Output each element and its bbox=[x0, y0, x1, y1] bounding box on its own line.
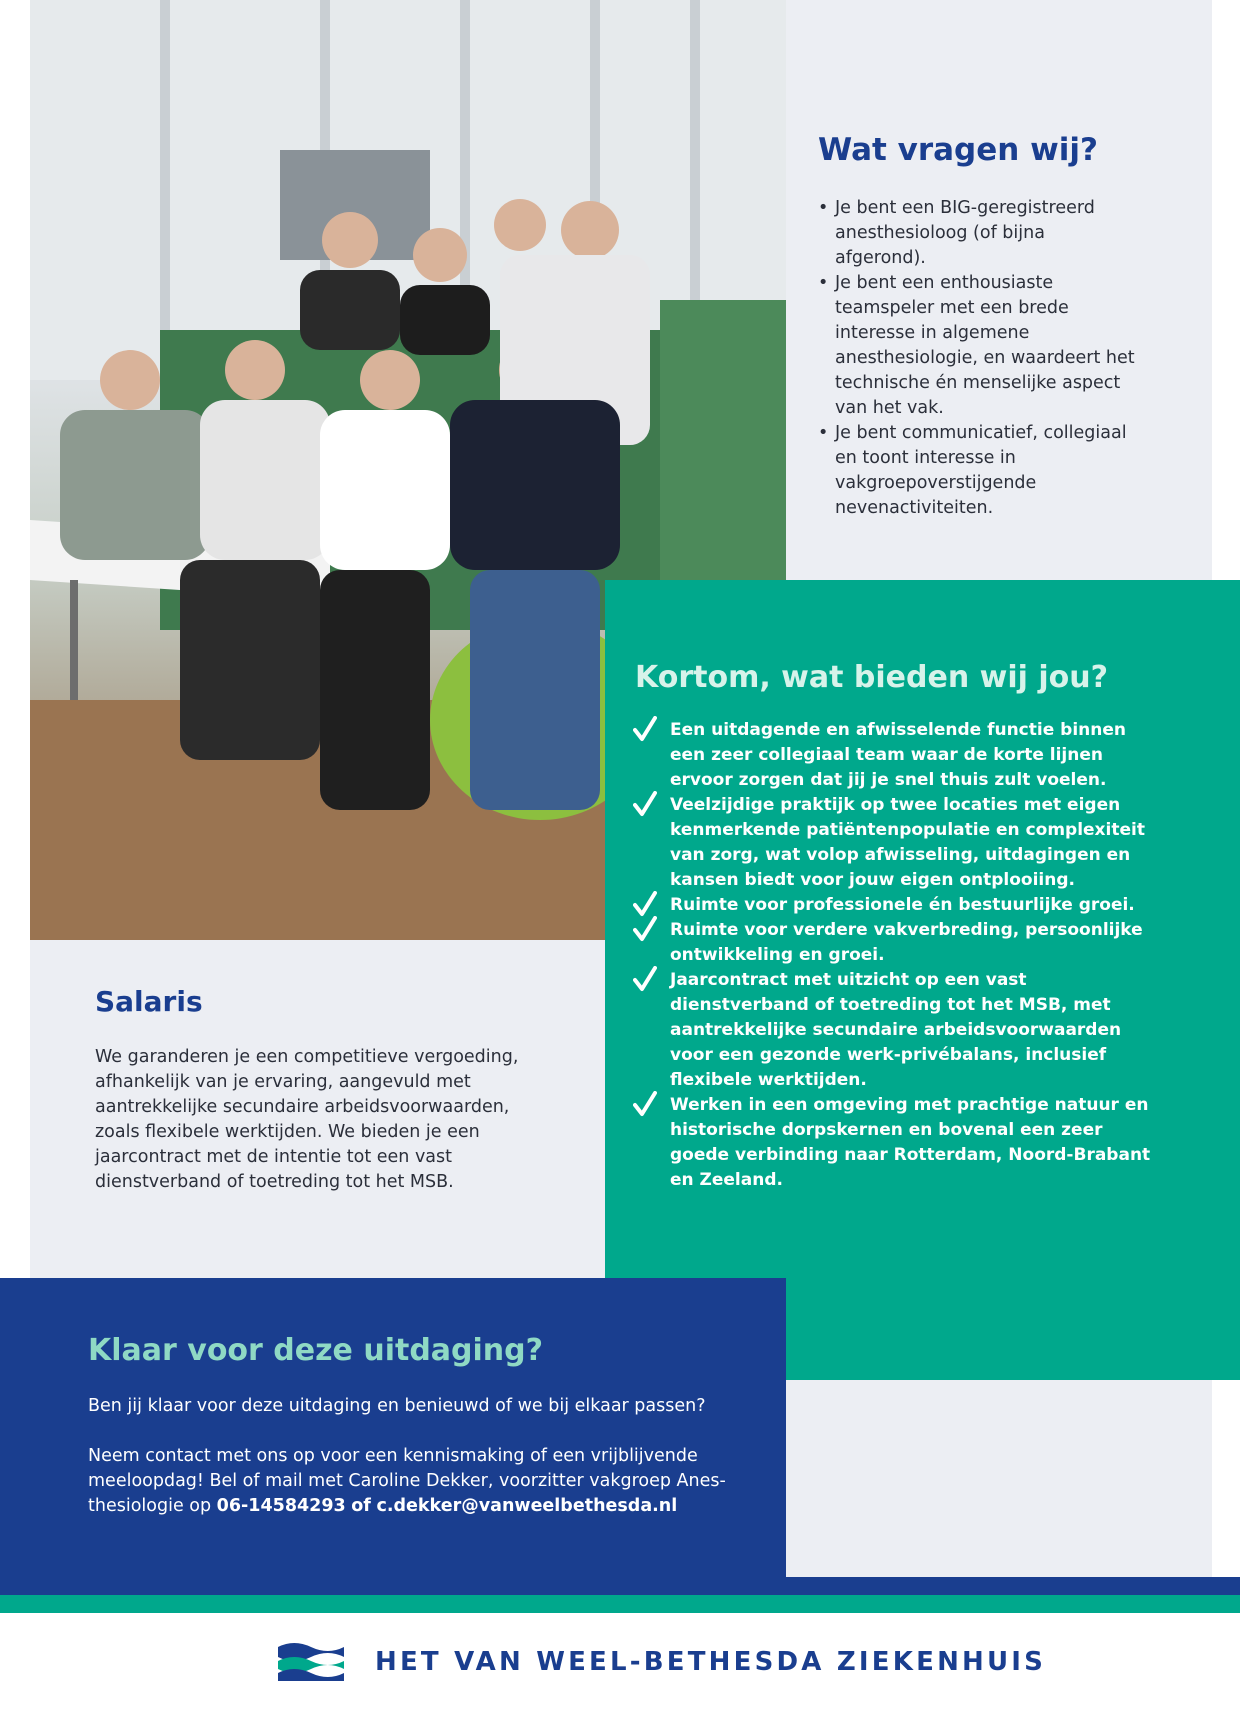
requirements-title: Wat vragen wij? bbox=[818, 132, 1098, 168]
list-item bbox=[633, 718, 1153, 793]
checkmark-icon bbox=[633, 716, 657, 742]
decorative-panel bbox=[786, 1380, 1212, 1577]
offer-list bbox=[633, 718, 1153, 1193]
requirements-list bbox=[818, 196, 1138, 521]
offer-item-text: Ruimte voor professionele én bestuurlijke groei. bbox=[670, 895, 1135, 915]
list-item bbox=[633, 968, 1153, 1093]
offer-title: Kortom, wat bieden wij jou? bbox=[635, 660, 1109, 695]
salary-title: Salaris bbox=[95, 985, 203, 1018]
offer-item-text: Veelzijdige praktijk op twee locaties met eigen kenmerkende patiëntenpopulatie en complexiteit van zorg, wat volop afwisseling, uitdagingen en kansen biedt voor jouw eigen ontplooiing. bbox=[670, 795, 1145, 890]
offer-item-text: Ruimte voor verdere vakverbreding, persoonlijke ontwikkeling en groei. bbox=[670, 920, 1143, 965]
checkmark-icon bbox=[633, 1091, 657, 1117]
list-item: • Je bent communicatief, collegiaal en toont interesse in vakgroepoverstijgende nevenactiviteiten. bbox=[818, 421, 1138, 521]
list-item: • Je bent een enthousiaste teamspeler met een brede interesse in algemene anesthesiologie, en waardeert het technische én menselijke aspect van het vak. bbox=[818, 271, 1138, 421]
cta-intro: Ben jij klaar voor deze uitdaging en benieuwd of we bij elkaar passen? bbox=[88, 1396, 706, 1416]
offer-item-text: Werken in een omgeving met prachtige natuur en historische dorpskernen en bovenal een zeer goede verbinding naar Rotterdam, Noord-Brabant en Zeeland. bbox=[670, 1095, 1151, 1190]
checkmark-icon bbox=[633, 966, 657, 992]
list-item bbox=[633, 1093, 1153, 1193]
cta-panel bbox=[0, 1278, 786, 1595]
checkmark-icon bbox=[633, 916, 657, 942]
list-item bbox=[633, 893, 1153, 918]
offer-item-text: Jaarcontract met uitzicht op een vast dienstverband of toetreding tot het MSB, met aantrekkelijke secundaire arbeidsvoorwaarden voor een gezonde werk-privébalans, inclusief flexibele werktijden. bbox=[670, 970, 1122, 1090]
checkmark-icon bbox=[633, 791, 657, 817]
cta-contact bbox=[88, 1444, 758, 1519]
footer-strip bbox=[0, 1595, 1240, 1613]
blue-divider bbox=[786, 1577, 1240, 1595]
list-item bbox=[633, 793, 1153, 893]
cta-contact-text: Neem contact met ons op voor een kennismaking of een vrijblijvende meeloopdag! Bel of mail met Caroline Dekker, voorzitter vakgroep Anes-thesiologie op bbox=[88, 1446, 726, 1516]
email-link[interactable]: c.dekker@vanweelbethesda.nl bbox=[376, 1496, 678, 1516]
waves-logo-icon bbox=[278, 1641, 344, 1681]
cta-connector: of bbox=[351, 1496, 371, 1516]
salary-text: We garanderen je een competitieve vergoeding, afhankelijk van je ervaring, aangevuld met aantrekkelijke secundaire arbeidsvoorwaarden, zoals flexibele werktijden. We bieden je een jaarcontract met de intentie tot een vast dienstverband of toetreding tot het MSB. bbox=[95, 1047, 519, 1192]
offer-item-text: Een uitdagende en afwisselende functie binnen een zeer collegiaal team waar de korte lijnen ervoor zorgen dat jij je snel thuis zult voelen. bbox=[670, 720, 1126, 790]
list-item bbox=[633, 918, 1153, 968]
checkmark-icon bbox=[633, 891, 657, 917]
phone-link[interactable]: 06-14584293 bbox=[216, 1496, 346, 1516]
list-item: • Je bent een BIG-geregistreerd anesthesioloog (of bijna afgerond). bbox=[818, 196, 1138, 271]
cta-title: Klaar voor deze uitdaging? bbox=[88, 1333, 544, 1368]
hospital-name: HET VAN WEEL-BETHESDA ZIEKENHUIS bbox=[375, 1647, 1047, 1677]
